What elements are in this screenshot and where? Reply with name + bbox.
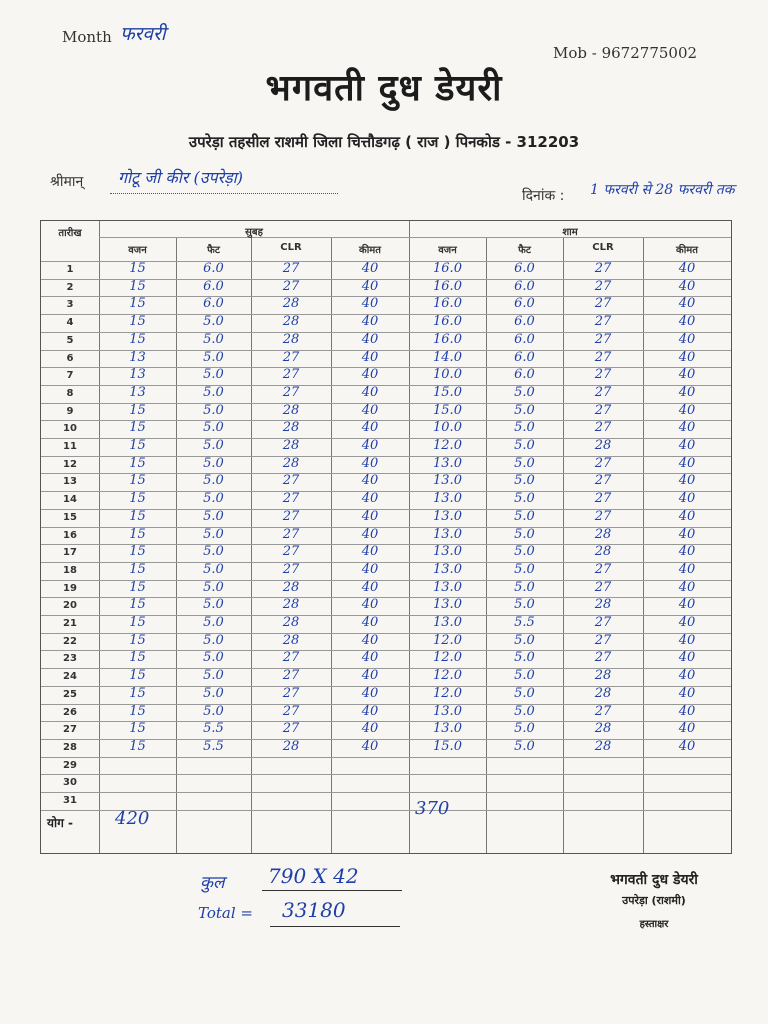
table-cell: 40 xyxy=(678,314,696,330)
table-cell: 27 xyxy=(594,261,612,276)
table-cell: 5.0 xyxy=(203,685,224,701)
total-amount: 33180 xyxy=(282,898,346,922)
table-cell: 40 xyxy=(361,438,379,453)
table-cell: 5.0 xyxy=(514,420,535,436)
table-cell: 40 xyxy=(361,526,379,542)
table-cell: 5.0 xyxy=(514,508,535,524)
stamp-signature: हस्ताक्षर xyxy=(639,919,669,930)
table-cell: 40 xyxy=(678,597,696,613)
table-cell: 40 xyxy=(361,721,379,737)
table-cell: 5.0 xyxy=(203,491,224,507)
table-cell: 28 xyxy=(282,579,300,595)
table-cell: 13.0 xyxy=(433,526,462,542)
table-cell: 5.0 xyxy=(514,685,535,701)
table-cell: 27 xyxy=(282,526,300,542)
morning-header: सुबह xyxy=(245,227,263,238)
table-cell: 5.0 xyxy=(514,597,535,613)
table-cell: 40 xyxy=(361,473,379,489)
date-cell: 11 xyxy=(63,441,77,452)
table-cell: 15.0 xyxy=(433,384,462,400)
grand-total-calculation: 790 X 42 xyxy=(268,864,359,888)
table-cell: 27 xyxy=(594,384,612,400)
column-header-morning-1: फैट xyxy=(207,245,220,256)
table-cell: 5.0 xyxy=(203,402,224,418)
table-cell: 28 xyxy=(282,597,300,613)
total-label: Total = xyxy=(198,904,253,922)
table-cell: 40 xyxy=(361,314,379,330)
grand-total-label: कुल xyxy=(200,873,225,893)
table-cell: 27 xyxy=(282,278,300,294)
table-cell: 40 xyxy=(361,349,379,365)
table-cell: 15 xyxy=(129,650,146,666)
table-cell: 10.0 xyxy=(433,367,462,383)
total-underline xyxy=(270,926,400,927)
date-cell: 21 xyxy=(63,618,77,629)
column-header-morning-0: वजन xyxy=(128,245,147,256)
table-cell: 40 xyxy=(678,650,696,666)
table-cell: 13.0 xyxy=(433,597,462,613)
table-cell: 40 xyxy=(361,703,379,719)
table-cell: 27 xyxy=(594,579,612,595)
table-cell: 15 xyxy=(129,278,146,294)
table-cell: 27 xyxy=(282,703,300,719)
table-cell: 5.0 xyxy=(514,668,535,684)
table-cell: 28 xyxy=(594,438,612,453)
table-cell: 40 xyxy=(678,615,696,630)
table-cell: 27 xyxy=(594,349,612,365)
table-cell: 13.0 xyxy=(433,615,462,630)
table-cell: 27 xyxy=(594,331,612,347)
table-cell: 5.0 xyxy=(203,384,224,400)
date-cell: 15 xyxy=(63,511,77,523)
date-cell: 4 xyxy=(66,317,74,329)
table-cell: 15 xyxy=(129,314,146,330)
table-cell: 40 xyxy=(678,438,696,453)
table-cell: 28 xyxy=(594,738,612,754)
table-cell: 28 xyxy=(282,738,300,754)
table-cell: 5.5 xyxy=(203,721,224,737)
table-cell: 13 xyxy=(129,367,146,383)
table-cell: 15 xyxy=(129,703,146,719)
customer-name-line xyxy=(110,193,338,194)
table-cell: 6.0 xyxy=(203,278,224,294)
date-cell: 25 xyxy=(63,688,77,700)
table-cell: 6.0 xyxy=(514,331,535,347)
table-cell: 28 xyxy=(282,314,300,330)
table-cell: 40 xyxy=(678,278,696,294)
table-cell: 5.0 xyxy=(203,561,224,577)
date-cell: 28 xyxy=(63,741,77,753)
table-cell: 27 xyxy=(594,314,612,330)
date-range: 1 फरवरी से 28 फरवरी तक xyxy=(590,182,735,198)
column-header-morning-2: CLR xyxy=(280,242,302,253)
table-cell: 5.5 xyxy=(203,738,224,754)
table-cell: 28 xyxy=(282,632,300,648)
table-cell: 5.0 xyxy=(203,579,224,595)
table-cell: 40 xyxy=(678,721,696,737)
table-cell: 15 xyxy=(129,544,146,560)
date-cell: 18 xyxy=(63,564,77,576)
table-cell: 15 xyxy=(129,438,146,453)
table-cell: 40 xyxy=(678,420,696,436)
table-cell: 40 xyxy=(678,544,696,560)
table-cell: 40 xyxy=(678,526,696,542)
table-cell: 5.0 xyxy=(203,597,224,613)
table-cell: 15 xyxy=(129,402,146,418)
table-cell: 28 xyxy=(594,685,612,701)
row-divider xyxy=(41,792,731,793)
table-cell: 5.0 xyxy=(203,703,224,719)
date-cell: 13 xyxy=(63,476,77,488)
date-cell: 6 xyxy=(66,352,74,364)
table-cell: 40 xyxy=(678,402,696,418)
date-cell: 19 xyxy=(63,582,77,594)
date-label: दिनांक : xyxy=(522,188,565,204)
table-cell: 15 xyxy=(129,296,146,312)
table-cell: 28 xyxy=(594,597,612,613)
date-cell: 12 xyxy=(63,458,77,470)
table-cell: 5.0 xyxy=(514,526,535,542)
table-cell: 28 xyxy=(594,721,612,737)
dairy-title: भगवती दुध डेयरी xyxy=(265,68,503,109)
table-cell: 40 xyxy=(361,296,379,312)
table-cell: 27 xyxy=(594,650,612,666)
table-cell: 40 xyxy=(678,455,696,471)
table-cell: 40 xyxy=(678,473,696,489)
table-cell: 27 xyxy=(594,491,612,507)
table-cell: 13.0 xyxy=(433,721,462,737)
table-cell: 27 xyxy=(282,473,300,489)
table-cell: 5.0 xyxy=(203,367,224,383)
table-cell: 27 xyxy=(282,508,300,524)
date-cell: 26 xyxy=(63,706,77,718)
table-cell: 27 xyxy=(594,473,612,489)
table-cell: 16.0 xyxy=(433,296,462,312)
table-cell: 15 xyxy=(129,526,146,542)
table-cell: 40 xyxy=(678,261,696,276)
table-cell: 5.0 xyxy=(514,738,535,754)
table-cell: 40 xyxy=(361,420,379,436)
table-cell: 40 xyxy=(361,544,379,560)
morning-total: 420 xyxy=(115,807,150,829)
table-cell: 6.0 xyxy=(514,296,535,312)
table-cell: 40 xyxy=(678,668,696,684)
table-cell: 15 xyxy=(129,738,146,754)
table-cell: 40 xyxy=(361,615,379,630)
evening-header: शाम xyxy=(562,227,578,238)
customer-name: गोटू जी कीर (उपरेड़ा) xyxy=(118,168,244,187)
table-cell: 13.0 xyxy=(433,544,462,560)
table-cell: 27 xyxy=(594,296,612,312)
table-cell: 27 xyxy=(282,384,300,400)
table-cell: 40 xyxy=(678,367,696,383)
table-cell: 5.0 xyxy=(514,491,535,507)
date-cell: 16 xyxy=(63,529,77,541)
table-cell: 13.0 xyxy=(433,703,462,719)
date-cell: 23 xyxy=(63,653,77,665)
table-cell: 15 xyxy=(129,615,146,630)
table-cell: 13.0 xyxy=(433,473,462,489)
table-cell: 5.0 xyxy=(203,615,224,630)
table-cell: 28 xyxy=(282,402,300,418)
table-cell: 6.0 xyxy=(203,296,224,312)
table-cell: 40 xyxy=(678,703,696,719)
table-cell: 13.0 xyxy=(433,508,462,524)
date-cell: 5 xyxy=(66,334,74,346)
table-cell: 12.0 xyxy=(433,632,462,648)
table-cell: 27 xyxy=(594,278,612,294)
table-cell: 5.0 xyxy=(203,508,224,524)
table-cell: 16.0 xyxy=(433,331,462,347)
table-cell: 27 xyxy=(594,703,612,719)
table-cell: 16.0 xyxy=(433,314,462,330)
table-cell: 27 xyxy=(282,349,300,365)
table-cell: 5.0 xyxy=(514,721,535,737)
table-cell: 15 xyxy=(129,685,146,701)
table-cell: 15 xyxy=(129,508,146,524)
table-cell: 27 xyxy=(594,508,612,524)
table-cell: 40 xyxy=(361,402,379,418)
table-cell: 27 xyxy=(282,650,300,666)
table-cell: 15 xyxy=(129,331,146,347)
table-cell: 15 xyxy=(129,455,146,471)
table-cell: 5.0 xyxy=(514,703,535,719)
table-cell: 15.0 xyxy=(433,402,462,418)
month-value: फरवरी xyxy=(120,23,166,45)
table-cell: 27 xyxy=(282,261,300,276)
date-cell: 10 xyxy=(63,423,77,435)
date-cell: 30 xyxy=(63,777,77,789)
month-label: Month xyxy=(62,28,112,46)
table-cell: 13.0 xyxy=(433,561,462,577)
table-cell: 15 xyxy=(129,261,146,276)
table-cell: 40 xyxy=(678,579,696,595)
table-cell: 15 xyxy=(129,632,146,648)
table-cell: 15 xyxy=(129,579,146,595)
stamp-place: उपरेड़ा (राशमी) xyxy=(622,894,686,907)
table-cell: 40 xyxy=(361,455,379,471)
table-cell: 6.0 xyxy=(514,349,535,365)
table-cell: 6.0 xyxy=(203,261,224,276)
table-cell: 40 xyxy=(361,384,379,400)
column-header-evening-3: कीमत xyxy=(676,245,698,256)
table-cell: 15 xyxy=(129,420,146,436)
date-cell: 1 xyxy=(66,264,74,275)
customer-label: श्रीमान् xyxy=(50,174,84,190)
table-cell: 13.0 xyxy=(433,579,462,595)
table-cell: 5.0 xyxy=(514,561,535,577)
column-header-evening-1: फैट xyxy=(518,245,531,256)
table-cell: 12.0 xyxy=(433,650,462,666)
table-cell: 13.0 xyxy=(433,455,462,471)
table-cell: 40 xyxy=(361,632,379,648)
column-header-evening-0: वजन xyxy=(438,245,457,256)
table-cell: 12.0 xyxy=(433,685,462,701)
table-cell: 40 xyxy=(361,491,379,507)
table-cell: 27 xyxy=(594,561,612,577)
calc-underline xyxy=(262,890,402,891)
table-cell: 40 xyxy=(678,632,696,648)
date-cell: 20 xyxy=(63,600,77,612)
table-cell: 40 xyxy=(678,491,696,507)
table-cell: 16.0 xyxy=(433,261,462,276)
table-cell: 40 xyxy=(361,261,379,276)
table-cell: 5.0 xyxy=(203,314,224,330)
evening-total: 370 xyxy=(415,797,450,819)
table-cell: 27 xyxy=(282,721,300,737)
table-cell: 6.0 xyxy=(514,261,535,276)
table-cell: 27 xyxy=(282,685,300,701)
table-cell: 40 xyxy=(678,738,696,754)
table-cell: 28 xyxy=(282,331,300,347)
table-cell: 40 xyxy=(361,668,379,684)
table-cell: 28 xyxy=(282,615,300,630)
date-cell: 24 xyxy=(63,671,77,683)
table-cell: 40 xyxy=(361,650,379,666)
table-cell: 5.0 xyxy=(203,544,224,560)
table-cell: 28 xyxy=(282,296,300,312)
table-cell: 40 xyxy=(361,278,379,294)
table-cell: 27 xyxy=(282,491,300,507)
column-header-morning-3: कीमत xyxy=(359,245,381,256)
table-cell: 28 xyxy=(282,420,300,436)
table-cell: 5.0 xyxy=(514,455,535,471)
table-cell: 5.0 xyxy=(514,473,535,489)
table-cell: 40 xyxy=(678,331,696,347)
date-cell: 31 xyxy=(63,795,77,806)
table-cell: 15 xyxy=(129,491,146,507)
date-cell: 22 xyxy=(63,635,77,647)
table-cell: 5.0 xyxy=(514,544,535,560)
table-cell: 40 xyxy=(361,685,379,701)
table-cell: 27 xyxy=(594,615,612,630)
table-cell: 15 xyxy=(129,721,146,737)
table-cell: 27 xyxy=(594,632,612,648)
table-cell: 28 xyxy=(282,438,300,453)
table-cell: 27 xyxy=(282,367,300,383)
date-cell: 8 xyxy=(66,387,74,399)
table-cell: 13.0 xyxy=(433,491,462,507)
table-cell: 15 xyxy=(129,597,146,613)
date-column-header: तारीख xyxy=(58,228,82,239)
table-cell: 27 xyxy=(282,544,300,560)
table-cell: 5.0 xyxy=(203,473,224,489)
date-cell: 2 xyxy=(66,281,74,293)
table-cell: 6.0 xyxy=(514,367,535,383)
table-cell: 5.0 xyxy=(514,650,535,666)
date-cell: 17 xyxy=(63,547,77,559)
table-cell: 5.0 xyxy=(203,650,224,666)
table-cell: 5.0 xyxy=(203,526,224,542)
table-cell: 14.0 xyxy=(433,349,462,365)
table-cell: 12.0 xyxy=(433,438,462,453)
table-cell: 40 xyxy=(361,367,379,383)
table-cell: 5.0 xyxy=(203,632,224,648)
date-cell: 29 xyxy=(63,759,77,771)
table-cell: 13 xyxy=(129,349,146,365)
table-cell: 28 xyxy=(594,668,612,684)
table-cell: 6.0 xyxy=(514,314,535,330)
total-row-label: योग - xyxy=(47,815,73,830)
table-cell: 28 xyxy=(594,526,612,542)
row-divider xyxy=(41,757,731,758)
table-cell: 40 xyxy=(361,331,379,347)
table-cell: 5.0 xyxy=(514,438,535,453)
table-cell: 40 xyxy=(361,579,379,595)
column-header-evening-2: CLR xyxy=(592,242,614,253)
table-cell: 5.0 xyxy=(203,668,224,684)
table-cell: 5.0 xyxy=(203,349,224,365)
table-cell: 12.0 xyxy=(433,668,462,684)
table-cell: 6.0 xyxy=(514,278,535,294)
table-cell: 5.0 xyxy=(203,438,224,453)
table-cell: 5.5 xyxy=(514,615,535,630)
table-cell: 28 xyxy=(594,544,612,560)
mobile-number: Mob - 9672775002 xyxy=(553,44,698,62)
dairy-address: उपरेड़ा तहसील राशमी जिला चित्तौडगढ़ ( राज ) पिनकोड - 312203 xyxy=(188,133,580,151)
table-cell: 40 xyxy=(361,561,379,577)
table-cell: 40 xyxy=(678,296,696,312)
table-cell: 16.0 xyxy=(433,278,462,294)
table-cell: 27 xyxy=(594,455,612,471)
table-cell: 28 xyxy=(282,455,300,471)
date-cell: 27 xyxy=(63,724,77,736)
table-cell: 27 xyxy=(594,402,612,418)
table-cell: 5.0 xyxy=(514,579,535,595)
table-cell: 15 xyxy=(129,668,146,684)
table-cell: 15 xyxy=(129,561,146,577)
row-divider xyxy=(41,774,731,775)
stamp-name: भगवती दुध डेयरी xyxy=(610,872,698,888)
table-cell: 10.0 xyxy=(433,420,462,436)
table-cell: 40 xyxy=(361,738,379,754)
milk-record-table xyxy=(40,220,732,854)
table-cell: 15.0 xyxy=(433,738,462,754)
table-cell: 5.0 xyxy=(203,331,224,347)
table-cell: 5.0 xyxy=(203,420,224,436)
date-cell: 14 xyxy=(63,494,77,506)
table-cell: 5.0 xyxy=(514,632,535,648)
table-cell: 40 xyxy=(361,597,379,613)
date-cell: 3 xyxy=(66,299,74,311)
table-cell: 15 xyxy=(129,473,146,489)
table-cell: 5.0 xyxy=(514,402,535,418)
table-cell: 40 xyxy=(361,508,379,524)
table-cell: 13 xyxy=(129,384,146,400)
table-cell: 5.0 xyxy=(514,384,535,400)
table-cell: 5.0 xyxy=(203,455,224,471)
table-cell: 40 xyxy=(678,561,696,577)
table-cell: 27 xyxy=(282,668,300,684)
date-cell: 7 xyxy=(66,370,74,382)
table-cell: 40 xyxy=(678,508,696,524)
table-cell: 40 xyxy=(678,384,696,400)
table-cell: 40 xyxy=(678,349,696,365)
table-cell: 27 xyxy=(594,367,612,383)
date-cell: 9 xyxy=(66,405,74,417)
dairy-stamp xyxy=(584,870,724,930)
table-cell: 40 xyxy=(678,685,696,701)
table-cell: 27 xyxy=(594,420,612,436)
table-cell: 27 xyxy=(282,561,300,577)
